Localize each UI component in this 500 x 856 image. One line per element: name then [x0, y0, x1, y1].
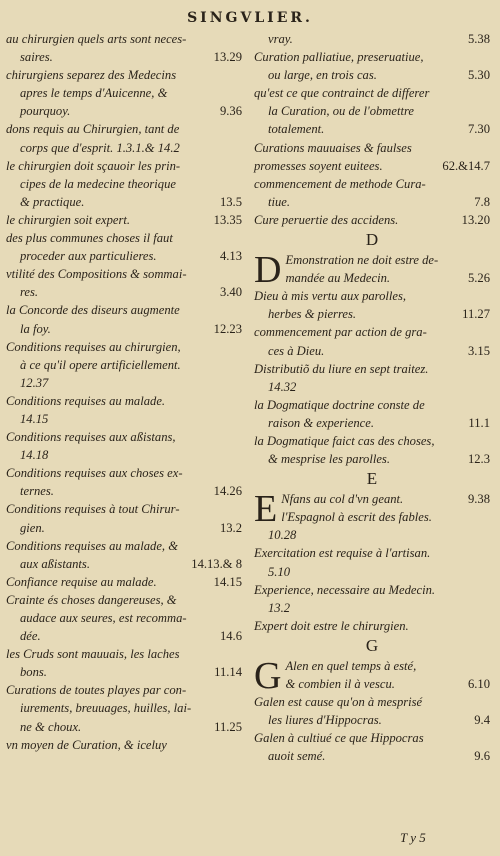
- entry-text: vtilité des Compositions & sommai-: [6, 267, 187, 282]
- entry-reference: 11.27: [462, 307, 490, 322]
- entry-text: ou large, en trois cas.: [268, 68, 377, 83]
- index-entry: [6, 482, 242, 500]
- entry-reference: 9.6: [474, 749, 490, 764]
- entry-text: l'Espagnol à escrit des fables.: [281, 510, 432, 525]
- entry-text: ces à Dieu.: [268, 343, 325, 358]
- entry-reference: 7.30: [467, 122, 490, 137]
- entry-text: iurements, breuuages, huilles, lai-: [20, 701, 192, 716]
- index-entry: [254, 378, 490, 396]
- index-entry: [6, 609, 242, 627]
- entry-text: ne & choux.: [20, 719, 82, 734]
- index-entry: [6, 374, 242, 392]
- entry-text: commencement de methode Cura-: [254, 176, 426, 191]
- entry-reference: 5.30: [467, 68, 490, 83]
- entry-text: ternes.: [20, 484, 54, 499]
- entry-text: 12.37: [20, 375, 49, 390]
- entry-reference: 13.5: [219, 194, 242, 209]
- entry-reference: 9.4: [474, 713, 490, 728]
- index-entry: [6, 338, 242, 356]
- entry-text: aux aßistants.: [20, 556, 90, 571]
- index-entry: [254, 544, 490, 562]
- index-entry: [6, 84, 242, 102]
- index-entry: [254, 211, 490, 229]
- index-entry: [6, 120, 242, 138]
- index-entry: [254, 432, 490, 450]
- entry-text: Conditions requises au malade.: [6, 393, 166, 408]
- entry-text: 13.2: [268, 600, 291, 615]
- entry-reference: 13.29: [213, 50, 242, 65]
- entry-reference: 12.23: [213, 321, 242, 336]
- index-entry: [254, 599, 490, 617]
- index-entry: [254, 193, 490, 211]
- entry-reference: 6.10: [467, 677, 490, 691]
- index-column-left: [6, 30, 242, 754]
- entry-text: Experience, necessaire au Medecin.: [254, 582, 436, 597]
- entry-text: Nfans au col d'vn geant.: [281, 492, 404, 507]
- index-entry: [6, 247, 242, 265]
- index-entry: [254, 102, 490, 120]
- drop-capital: D: [254, 249, 282, 292]
- entry-reference: 11.14: [214, 665, 242, 680]
- index-entry: [254, 30, 490, 48]
- entry-text: saires.: [20, 50, 53, 65]
- signature-mark: T y 5: [400, 830, 426, 845]
- entry-text: & combien il à vescu.: [285, 677, 395, 691]
- section-letter-d: D: [365, 230, 379, 250]
- index-entry: [6, 283, 242, 301]
- entry-text: 5.10: [268, 564, 291, 579]
- index-entry: [254, 342, 490, 360]
- index-entry: [254, 617, 490, 635]
- index-entry: [254, 323, 490, 341]
- index-entry: [254, 747, 490, 765]
- entry-text: cipes de la medecine theorique: [20, 176, 176, 191]
- entry-text: mandée au Medecin.: [285, 271, 391, 286]
- index-entry: [6, 645, 242, 663]
- index-entry: [254, 139, 490, 157]
- index-entry: [254, 287, 490, 305]
- index-entry: [6, 428, 242, 446]
- entry-text: 10.28: [268, 528, 297, 543]
- index-entry: [6, 320, 242, 338]
- entry-text: totalement.: [268, 122, 325, 137]
- entry-text: Galen à cultiué ce que Hippocras: [254, 731, 424, 746]
- entry-reference: 5.38: [467, 32, 490, 46]
- entry-reference: 62.&14.7: [442, 158, 490, 173]
- entry-reference: 13.2: [219, 520, 242, 535]
- entry-text: bons.: [20, 665, 47, 680]
- index-entry: [6, 410, 242, 428]
- entry-text: la foy.: [20, 321, 51, 336]
- index-entry: [254, 84, 490, 102]
- entry-text: raison & experience.: [268, 415, 374, 430]
- entry-text: Crainte és choses dangereuses, &: [6, 592, 177, 607]
- entry-text: Conditions requises aux aßistans,: [6, 430, 176, 445]
- entry-text: 14.32: [268, 379, 297, 394]
- entry-text: Emonstration ne doit estre de-: [285, 253, 439, 268]
- entry-text: Conditions requises au malade, &: [6, 538, 178, 553]
- entry-text: herbes & pierres.: [268, 307, 357, 322]
- drop-capital: G: [254, 654, 282, 697]
- entry-text: les liures d'Hippocras.: [268, 713, 382, 728]
- entry-text: Conditions requises au chirurgien,: [6, 339, 181, 354]
- entry-text: & mesprise les parolles.: [268, 452, 390, 467]
- entry-text: corps que d'esprit. 1.3.1.& 14.2: [20, 140, 180, 155]
- entry-reference: 11.25: [214, 719, 242, 734]
- entry-reference: 7.8: [474, 194, 490, 209]
- entry-text: la Curation, ou de l'obmettre: [268, 104, 414, 119]
- index-entry: [6, 265, 242, 283]
- index-entry: [6, 627, 242, 645]
- entry-text: 14.18: [20, 448, 49, 463]
- entry-text: Exercitation est requise à l'artisan.: [254, 546, 431, 561]
- index-entry: [6, 175, 242, 193]
- index-entry: [254, 729, 490, 747]
- drop-capital: E: [254, 488, 278, 531]
- index-entry: [6, 392, 242, 410]
- entry-reference: 14.6: [219, 629, 242, 644]
- index-entry: [254, 48, 490, 66]
- entry-text: promesses soyent euitees.: [254, 158, 383, 173]
- index-entry: [6, 66, 242, 84]
- index-entry: [6, 555, 242, 573]
- entry-text: Conditions requises à tout Chirur-: [6, 502, 180, 517]
- section-letter-e: E: [366, 469, 378, 489]
- entry-text: la Dogmatique doctrine conste de: [254, 397, 425, 412]
- index-entry: [254, 508, 490, 526]
- entry-text: commencement par action de gra-: [254, 325, 427, 340]
- index-entry: [6, 519, 242, 537]
- entry-text: Curations de toutes playes par con-: [6, 683, 187, 698]
- index-column-right: [254, 30, 490, 765]
- entry-text: la Dogmatique faict cas des choses,: [254, 433, 435, 448]
- entry-reference: 9.38: [467, 492, 490, 507]
- entry-text: proceder aux particulieres.: [20, 249, 157, 264]
- index-entry: [254, 711, 490, 729]
- entry-text: le chirurgien doit sçauoir les prin-: [6, 158, 181, 173]
- entry-text: Conditions requises aux choses ex-: [6, 466, 183, 481]
- section-letter-g: G: [365, 635, 379, 655]
- index-entry: [6, 573, 242, 591]
- entry-text: tiue.: [268, 194, 291, 209]
- entry-text: Galen est cause qu'on à mesprisé: [254, 695, 423, 710]
- index-entry: [254, 675, 490, 693]
- index-entry: [254, 414, 490, 432]
- entry-text: 14.15: [20, 411, 49, 426]
- entry-text: Curation palliatiue, preseruatiue,: [254, 50, 424, 65]
- entry-text: & practique.: [20, 194, 85, 209]
- index-entry: [254, 450, 490, 468]
- index-entry: [6, 718, 242, 736]
- entry-text: qu'est ce que contrainct de differer: [254, 86, 430, 101]
- entry-text: la Concorde des diseurs augmente: [6, 303, 180, 318]
- index-entry: [6, 591, 242, 609]
- entry-text: Confiance requise au malade.: [6, 574, 157, 589]
- index-entry: [254, 66, 490, 84]
- index-entry: [6, 699, 242, 717]
- entry-text: les Cruds sont mauuais, les laches: [6, 647, 180, 662]
- index-entry: [6, 139, 242, 157]
- index-entry: [254, 269, 490, 287]
- index-entry: [254, 157, 490, 175]
- index-entry: [254, 526, 490, 544]
- index-entry: [6, 193, 242, 211]
- entry-text: gien.: [20, 520, 45, 535]
- entry-text: dons requis au Chirurgien, tant de: [6, 122, 180, 137]
- entry-text: vray.: [268, 32, 293, 46]
- entry-reference: 4.13: [219, 249, 242, 264]
- index-entry: [6, 681, 242, 699]
- entry-text: le chirurgien soit expert.: [6, 212, 131, 227]
- entry-reference: 14.26: [213, 484, 242, 499]
- index-entry: [254, 396, 490, 414]
- entry-reference: 13.20: [461, 212, 490, 227]
- entry-text: dée.: [20, 629, 41, 644]
- entry-text: Dieu à mis vertu aux parolles,: [254, 289, 407, 304]
- entry-reference: 3.40: [219, 285, 242, 300]
- index-entry: [254, 360, 490, 378]
- entry-text: vn moyen de Curation, & iceluy: [6, 737, 167, 752]
- entry-text: des plus communes choses il faut: [6, 231, 173, 246]
- entry-reference: 5.26: [467, 271, 490, 286]
- entry-reference: 11.1: [468, 415, 490, 430]
- running-header: SINGVLIER.: [187, 10, 313, 26]
- entry-text: pourquoy.: [20, 104, 71, 119]
- entry-text: Cure peruertie des accidens.: [254, 212, 399, 227]
- index-entry: [6, 211, 242, 229]
- index-entry: [6, 229, 242, 247]
- index-entry: [6, 301, 242, 319]
- entry-reference: 13.35: [213, 212, 242, 227]
- entry-reference: 9.36: [219, 104, 242, 119]
- entry-text: Curations mauuaises & faulses: [254, 140, 412, 155]
- entry-text: res.: [20, 285, 39, 300]
- entry-text: auoit semé.: [268, 749, 326, 764]
- entry-text: apres le temps d'Auicenne, &: [20, 86, 168, 101]
- index-entry: [6, 157, 242, 175]
- entry-reference: 12.3: [467, 452, 490, 467]
- index-entry: [6, 48, 242, 66]
- entry-reference: 14.15: [213, 574, 242, 589]
- entry-reference: 3.15: [467, 343, 490, 358]
- entry-text: à ce qu'il opere artificiellement.: [20, 357, 181, 372]
- index-entry: [6, 30, 242, 48]
- index-entry: [6, 537, 242, 555]
- index-entry: [6, 464, 242, 482]
- index-entry: [254, 581, 490, 599]
- index-entry: [254, 305, 490, 323]
- index-entry: [6, 736, 242, 754]
- entry-text: Distributiõ du liure en sept traitez.: [254, 361, 429, 376]
- entry-text: Expert doit estre le chirurgien.: [254, 618, 409, 633]
- index-entry: [254, 563, 490, 581]
- index-entry: [6, 356, 242, 374]
- entry-reference: 14.13.& 8: [191, 556, 242, 571]
- index-entry: [6, 663, 242, 681]
- index-entry: [6, 102, 242, 120]
- index-entry: [254, 175, 490, 193]
- index-entry: [6, 500, 242, 518]
- index-entry: [254, 120, 490, 138]
- entry-text: Alen en quel temps à esté,: [285, 658, 417, 673]
- index-entry: [254, 693, 490, 711]
- entry-text: au chirurgien quels arts sont neces-: [6, 32, 187, 46]
- index-entry: [6, 446, 242, 464]
- entry-text: audace aux seures, est recomma-: [20, 611, 187, 625]
- entry-text: chirurgiens separez des Medecins: [6, 68, 177, 83]
